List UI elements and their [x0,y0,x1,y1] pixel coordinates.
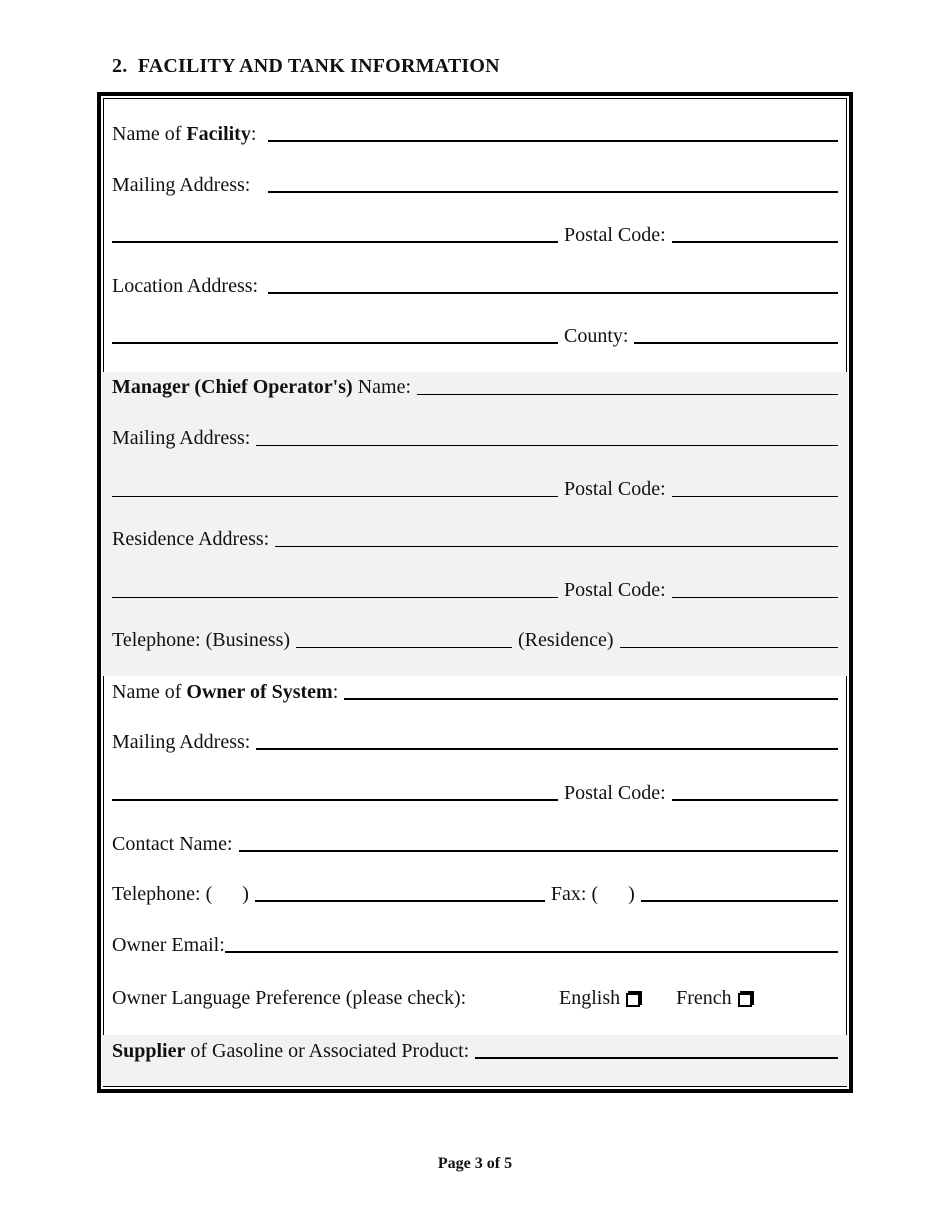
manager-residence-postal-label: Postal Code: [564,579,666,601]
manager-mailing-line2-field[interactable] [112,496,558,497]
owner-mailing-field[interactable] [256,748,838,750]
manager-residence-postal-field[interactable] [672,597,838,598]
manager-mailing-field[interactable] [256,445,838,446]
facility-county-field[interactable] [634,342,838,344]
owner-telephone-row [112,874,838,906]
owner-mailing-label: Mailing Address: [112,731,251,753]
facility-name-label: Name of Facility: [112,123,257,145]
page-number: Page 3 of 5 [437,1155,513,1172]
owner-email-label: Owner Email: [112,934,225,956]
owner-telephone-label: Telephone: ( ) [112,883,249,905]
owner-fax-label: Fax: ( ) [550,883,635,905]
owner-telephone-field[interactable] [255,900,545,902]
owner-postal-field[interactable] [672,799,838,801]
manager-residence-postal-row [112,570,838,602]
facility-location-field[interactable] [268,292,838,294]
owner-name-field[interactable] [344,698,838,700]
facility-location-label: Location Address: [112,275,259,297]
manager-mailing-row [112,418,838,450]
english-checkbox[interactable] [626,993,640,1007]
manager-telephone-business-label: Telephone: (Business) [112,629,291,651]
facility-postal-label: Postal Code: [564,224,666,246]
facility-county-label: County: [564,325,629,347]
language-english-label: English [559,987,621,1009]
supplier-row [112,1031,838,1063]
manager-telephone-row [112,620,838,652]
owner-postal-row [112,773,838,805]
french-checkbox[interactable] [738,993,752,1007]
facility-mailing-line2-field[interactable] [112,241,558,243]
manager-residence-label: Residence Address: [112,528,270,550]
facility-name-field[interactable] [268,140,838,142]
facility-postal-row [112,215,838,247]
owner-email-row [112,925,838,957]
owner-contact-label: Contact Name: [112,833,233,855]
facility-postal-field[interactable] [672,241,838,243]
section-title [112,55,500,78]
facility-mailing-row [112,165,838,197]
manager-name-row [112,367,838,399]
manager-residence-row [112,519,838,551]
owner-language-row [112,978,838,1010]
facility-mailing-field[interactable] [268,191,838,193]
manager-telephone-residence-label: (Residence) [518,629,614,651]
owner-fax-field[interactable] [641,900,838,902]
manager-telephone-business-field[interactable] [296,647,512,648]
facility-mailing-label: Mailing Address: [112,174,251,196]
owner-name-row [112,672,838,704]
manager-mailing-label: Mailing Address: [112,427,251,449]
manager-postal-row [112,469,838,501]
manager-postal-field[interactable] [672,496,838,497]
manager-name-label: Manager (Chief Operator's) Name: [112,376,411,398]
supplier-field[interactable] [475,1057,838,1059]
facility-county-row [112,316,838,348]
facility-location-line2-field[interactable] [112,342,558,344]
manager-name-field[interactable] [417,394,838,395]
facility-location-row [112,266,838,298]
owner-mailing-row [112,722,838,754]
owner-postal-label: Postal Code: [564,782,666,804]
section-number: 2. [112,55,128,77]
language-option-english[interactable] [559,988,640,1010]
manager-residence-field[interactable] [275,546,838,547]
manager-postal-label: Postal Code: [564,478,666,500]
owner-name-label: Name of Owner of System: [112,681,339,703]
language-option-french[interactable] [676,988,752,1010]
owner-contact-field[interactable] [239,850,838,852]
owner-language-label: Owner Language Preference (please check): [112,987,467,1009]
owner-contact-row [112,824,838,856]
facility-name-row [112,114,838,146]
manager-residence-line2-field[interactable] [112,597,558,598]
section-heading: FACILITY AND TANK INFORMATION [137,55,500,77]
manager-telephone-residence-field[interactable] [620,647,838,648]
language-french-label: French [676,987,732,1009]
owner-email-field[interactable] [225,951,838,953]
supplier-label: Supplier of Gasoline or Associated Product: [112,1040,470,1062]
owner-mailing-line2-field[interactable] [112,799,558,801]
